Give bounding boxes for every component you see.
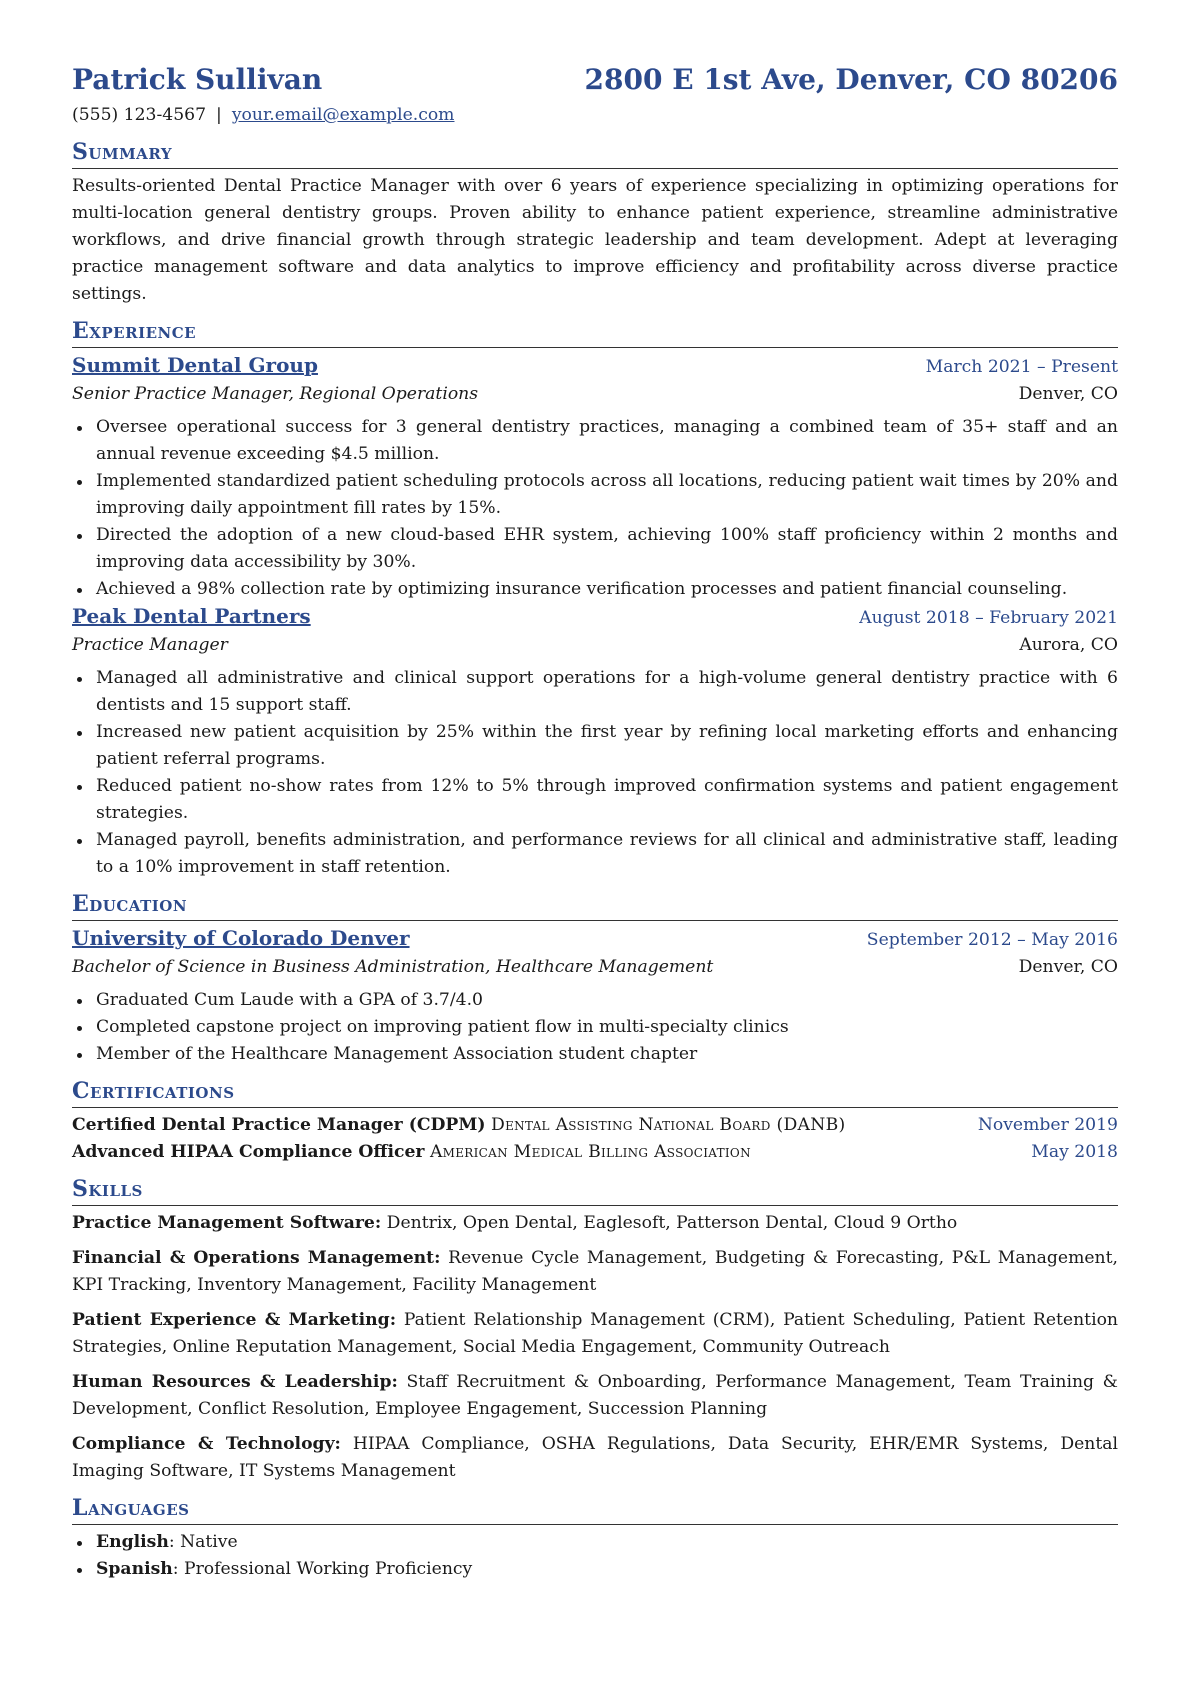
employer-link[interactable]: Summit Dental Group	[72, 353, 318, 377]
job-title: Senior Practice Manager, Regional Operations	[72, 384, 479, 404]
skill-group	[72, 1307, 1118, 1361]
skill-label: Human Resources & Leadership:	[72, 1372, 398, 1392]
job-location: Aurora, CO	[1019, 635, 1118, 655]
list-item: Graduated Cum Laude with a GPA of 3.7/4.0	[96, 987, 1118, 1014]
certification-item	[72, 1139, 1118, 1166]
skill-value: Dentrix, Open Dental, Eaglesoft, Patterson Dental, Cloud 9 Ortho	[386, 1213, 958, 1233]
skill-value: Staff Recruitment & Onboarding, Performance Management, Team Training & Development, Conflict Resolution, Employee Engagement, Succession Planning	[72, 1372, 1118, 1419]
skill-group	[72, 1210, 1118, 1237]
list-item: Managed all administrative and clinical support operations for a high-volume general dentistry practice with 6 dentists and 15 support staff.	[96, 665, 1118, 719]
education-entry	[72, 925, 1118, 1068]
job-title: Practice Manager	[72, 635, 228, 655]
candidate-name: Patrick Sullivan	[72, 63, 323, 96]
language-item	[96, 1529, 1118, 1556]
bullet-list	[72, 414, 1118, 603]
list-item: Member of the Healthcare Management Association student chapter	[96, 1041, 1118, 1068]
skill-label: Patient Experience & Marketing:	[72, 1310, 397, 1330]
resume-header	[72, 62, 1118, 98]
list-item: Completed capstone project on improving patient flow in multi-specialty clinics	[96, 1014, 1118, 1041]
skill-group	[72, 1245, 1118, 1299]
experience-entry	[72, 603, 1118, 881]
skill-group	[72, 1369, 1118, 1423]
summary-text: Results-oriented Dental Practice Manager with over 6 years of experience specializing in optimizing operations for multi-location general dentistry groups. Proven ability to enhance patient experience, streamline administrative workflows, and drive financial growth through strategic leadership and team development. Adept at leveraging practice management software and data analytics to improve efficiency and profitability across diverse practice settings.	[72, 176, 1118, 304]
certification-name: Certified Dental Practice Manager (CDPM)	[72, 1115, 486, 1135]
skill-label: Financial & Operations Management:	[72, 1248, 441, 1268]
list-item: Oversee operational success for 3 general dentistry practices, managing a combined team of 35+ staff and an annual revenue exceeding $4.5 million.	[96, 414, 1118, 468]
employer-link[interactable]: Peak Dental Partners	[72, 604, 311, 628]
skill-label: Practice Management Software:	[72, 1213, 382, 1233]
skill-value: Patient Relationship Management (CRM), Patient Scheduling, Patient Retention Strategies, Online Reputation Management, Social Media Engagement, Community Outreach	[72, 1310, 1118, 1357]
candidate-address: 2800 E 1st Ave, Denver, CO 80206	[584, 63, 1118, 96]
contact-separator: |	[216, 105, 222, 125]
bullet-list	[72, 987, 1118, 1068]
list-item: Achieved a 98% collection rate by optimizing insurance verification processes and patient financial counseling.	[96, 576, 1118, 603]
section-title-certifications: Certifications	[72, 1076, 1118, 1108]
section-title-education: Education	[72, 889, 1118, 921]
skill-value: Revenue Cycle Management, Budgeting & Forecasting, P&L Management, KPI Tracking, Inventory Management, Facility Management	[72, 1248, 1118, 1295]
language-level: : Professional Working Proficiency	[172, 1559, 473, 1579]
experience-entry	[72, 352, 1118, 603]
certification-date: May 2018	[1031, 1142, 1118, 1162]
certification-name: Advanced HIPAA Compliance Officer	[72, 1142, 425, 1162]
list-item: Implemented standardized patient scheduling protocols across all locations, reducing patient wait times by 20% and improving daily appointment fill rates by 15%.	[96, 468, 1118, 522]
contact-line	[72, 102, 1118, 129]
certification-date: November 2019	[977, 1115, 1118, 1135]
section-title-languages: Languages	[72, 1493, 1118, 1525]
certification-issuer: American Medical Billing Association	[429, 1142, 751, 1162]
language-name: Spanish	[96, 1559, 173, 1579]
section-title-skills: Skills	[72, 1174, 1118, 1206]
email-link[interactable]: your.email@example.com	[231, 105, 455, 125]
skill-group	[72, 1431, 1118, 1485]
degree: Bachelor of Science in Business Administration, Healthcare Management	[72, 957, 714, 977]
language-list	[72, 1529, 1118, 1583]
certification-issuer: Dental Assisting National Board (DANB)	[490, 1115, 846, 1135]
school-link[interactable]: University of Colorado Denver	[72, 926, 410, 950]
school-location: Denver, CO	[1018, 957, 1118, 977]
language-level: : Native	[168, 1532, 238, 1552]
list-item: Directed the adoption of a new cloud-based EHR system, achieving 100% staff proficiency within 2 months and improving data accessibility by 30%.	[96, 522, 1118, 576]
language-item	[96, 1556, 1118, 1583]
job-location: Denver, CO	[1018, 384, 1118, 404]
skill-value: HIPAA Compliance, OSHA Regulations, Data Security, EHR/EMR Systems, Dental Imaging Software, IT Systems Management	[72, 1434, 1118, 1481]
education-dates: September 2012 – May 2016	[866, 930, 1118, 950]
list-item: Reduced patient no-show rates from 12% to 5% through improved confirmation systems and patient engagement strategies.	[96, 773, 1118, 827]
employment-dates: March 2021 – Present	[925, 357, 1118, 377]
phone-number: (555) 123-4567	[72, 105, 207, 125]
bullet-list	[72, 665, 1118, 881]
employment-dates: August 2018 – February 2021	[859, 608, 1118, 628]
section-title-summary: Summary	[72, 137, 1118, 169]
language-name: English	[96, 1532, 169, 1552]
section-title-experience: Experience	[72, 316, 1118, 348]
certification-item	[72, 1112, 1118, 1139]
skill-label: Compliance & Technology:	[72, 1434, 341, 1454]
list-item: Increased new patient acquisition by 25% within the first year by refining local marketing efforts and enhancing patient referral programs.	[96, 719, 1118, 773]
list-item: Managed payroll, benefits administration, and performance reviews for all clinical and administrative staff, leading to a 10% improvement in staff retention.	[96, 827, 1118, 881]
